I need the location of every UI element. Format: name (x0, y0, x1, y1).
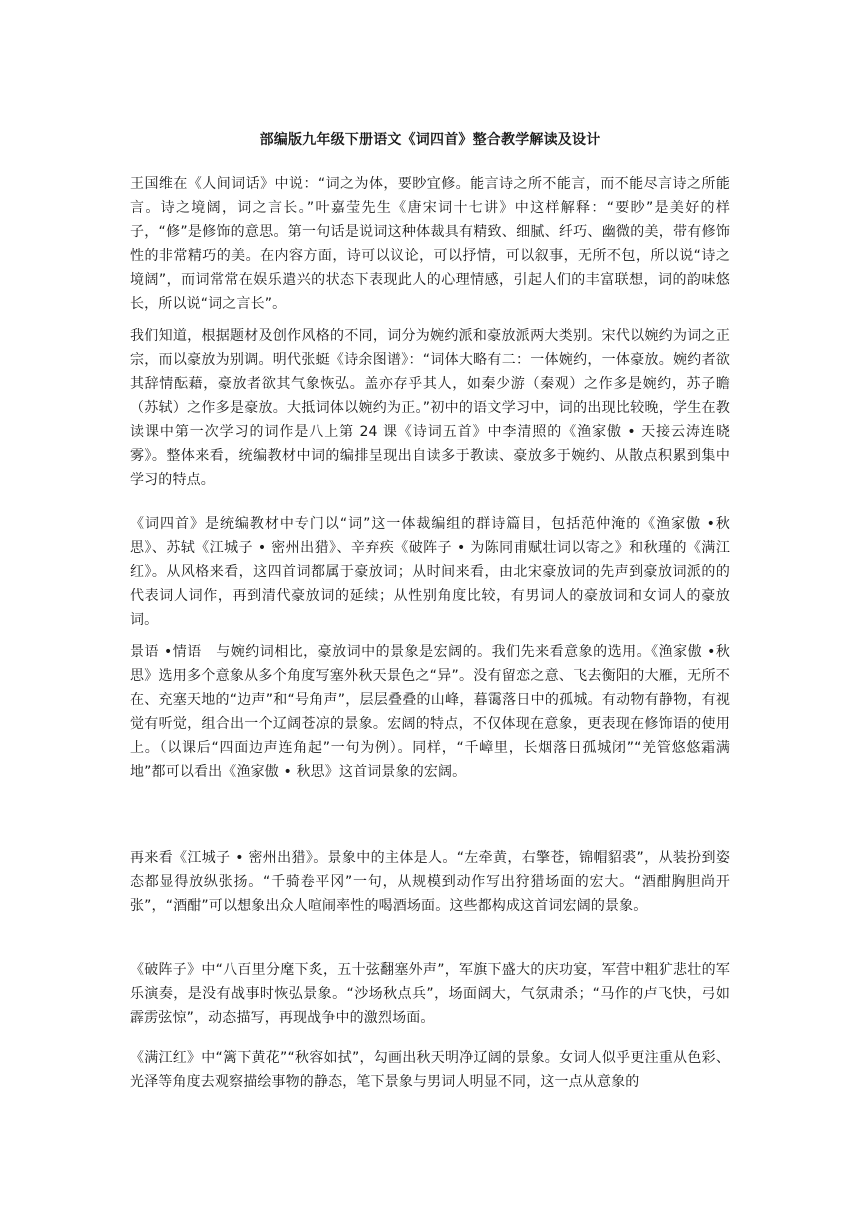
paragraph-manjianghong: 《满江红》中“篱下黄花”“秋容如拭”，勾画出秋天明净辽阔的景象。女词人似乎更注重从色彩、光泽等角度去观察描绘事物的静态，笔下景象与男词人明显不同，这一点从意象的 (130, 1050, 730, 1090)
paragraph-wang-guowei: 王国维在《人间词话》中说：“词之为体，要眇宜修。能言诗之所不能言，而不能尽言诗之所能言。诗之境阔，词之言长。”叶嘉莹先生《唐宋词十七讲》中这样解释：“要眇”是美好的样子，“修”是修饰的意思。第一句话是说词这种体裁具有精致、细腻、纤巧、幽微的美，带有修饰性的非常精巧的美。在内容方面，诗可以议论，可以抒情，可以叙事，无所不包，所以说“诗之境阔”，而词常常在娱乐遣兴的状态下表现此人的心理情感，引起人们的丰富联想，词的韵味悠长，所以说“词之言长”。 (130, 176, 730, 312)
paragraph-wanyue-haofang: 我们知道，根据题材及创作风格的不同，词分为婉约派和豪放派两大类别。宋代以婉约为词之正宗，而以豪放为别调。明代张蜓《诗余图谱》：“词体大略有二：一体婉约，一体豪放。婉约者欲其辞情酝藉，豪放者欲其气象恢弘。盖亦存乎其人，如秦少游（秦观）之作多是婉约，苏子瞻（苏轼）之作多是豪放。大抵词体以婉约为正。”初中的语文学习中，词的出现比较晚，学生在教读课中第一次学习的词作是八上第 24 课《诗词五首》中李清照的《渔家傲 • 天接云涛连晓雾》。整体来看，统编教材中词的编排呈现出自读多于教读、豪放多于婉约、从散点积累到集中学习的特点。 (130, 328, 730, 488)
paragraph-jingyu-qingyu: 景语 •情语 与婉约词相比，豪放词中的景象是宏阔的。我们先来看意象的选用。《渔家傲 •秋思》选用多个意象从多个角度写塞外秋天景色之“异”。没有留恋之意、飞去衡阳的大雁，无所不在、充塞天地的“边声”和“号角声”，层层叠叠的山峰，暮霭落日中的孤城。有动物有静物，有视觉有听觉，组合出一个辽阔苍凉的景象。宏阔的特点，不仅体现在意象，更表现在修饰语的使用上。（以课后“四面边声连角起”一句为例）。同样，“千嶂里，长烟落日孤城闭”“羌管悠悠霜满地”都可以看出《渔家傲 • 秋思》这首词景象的宏阔。 (130, 644, 730, 780)
document-title: 部编版九年级下册语文《词四首》整合教学解读及设计 (259, 132, 601, 148)
paragraph-jiangchengzi: 再来看《江城子 • 密州出猎》。景象中的主体是人。“左牵黄，右擎苍，锦帽貂裘”，从装扮到姿态都显得放纵张扬。“千骑卷平冈”一句，从规模到动作写出狩猎场面的宏大。“酒酣胸胆尚开张”，“酒酣”可以想象出众人喧闹率性的喝酒场面。这些都构成这首词宏阔的景象。 (130, 850, 730, 914)
paragraph-ci-sishou-overview: 《词四首》是统编教材中专门以“词”这一体裁编组的群诗篇目，包括范仲淹的《渔家傲 •秋思》、苏轼《江城子 • 密州出猎》、辛弃疾《破阵子 • 为陈同甫赋壮词以寄之》和秋瑾的《满江红》。从风格来看，这四首词都属于豪放词；从时间来看，由北宋豪放词的先声到豪放词派的的代表词人词作，再到清代豪放词的延续；从性别角度比较，有男词人的豪放词和女词人的豪放词。 (130, 516, 730, 628)
paragraph-pozhenzi: 《破阵子》中“八百里分麾下炙，五十弦翻塞外声”，军旗下盛大的庆功宴，军营中粗犷悲壮的军乐演奏，是没有战事时恢弘景象。“沙场秋点兵”，场面阔大，气氛肃杀；“马作的卢飞快，弓如霹雳弦惊”，动态描写，再现战争中的激烈场面。 (130, 962, 730, 1026)
